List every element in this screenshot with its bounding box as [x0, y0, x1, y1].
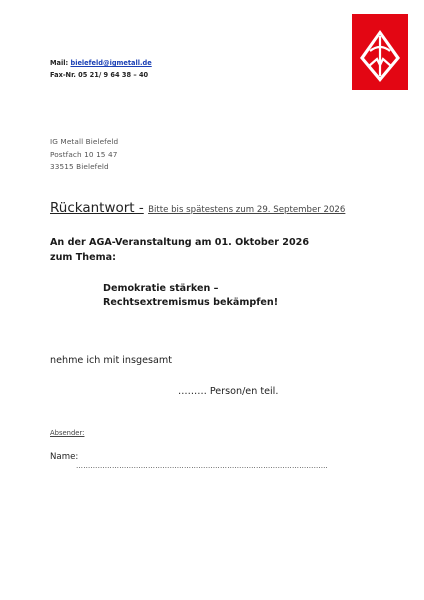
mail-label: Mail:: [50, 59, 69, 67]
igmetall-logo: [352, 14, 408, 90]
topic-line-1: Demokratie stärken –: [103, 283, 219, 294]
mail-link[interactable]: bielefeld@igmetall.de: [70, 59, 152, 67]
reply-deadline: Bitte bis spätestens zum 29. September 2026: [148, 205, 346, 215]
address-line-1: IG Metall Bielefeld: [50, 137, 119, 146]
reply-title: Rückantwort -: [50, 200, 144, 216]
contact-mail: [50, 59, 152, 67]
address-line-2: Postfach 10 15 47: [50, 150, 118, 159]
contact-fax: Fax-Nr. 05 21/ 9 64 38 – 40: [50, 71, 149, 79]
name-field[interactable]: ……………………………………………………………………………………………: [76, 462, 328, 470]
topic-line-2: Rechtsextremismus bekämpfen!: [103, 297, 279, 308]
person-count-field[interactable]: ……… Person/en teil.: [178, 386, 279, 397]
name-label: Name:: [50, 452, 79, 462]
event-line-2: zum Thema:: [50, 252, 116, 263]
sender-label: Absender:: [50, 429, 85, 437]
reply-heading: [50, 200, 345, 216]
address-line-3: 33515 Bielefeld: [50, 162, 109, 171]
event-line-1: An der AGA-Veranstaltung am 01. Oktober 2026: [50, 237, 310, 248]
participation-line: nehme ich mit insgesamt: [50, 355, 172, 366]
